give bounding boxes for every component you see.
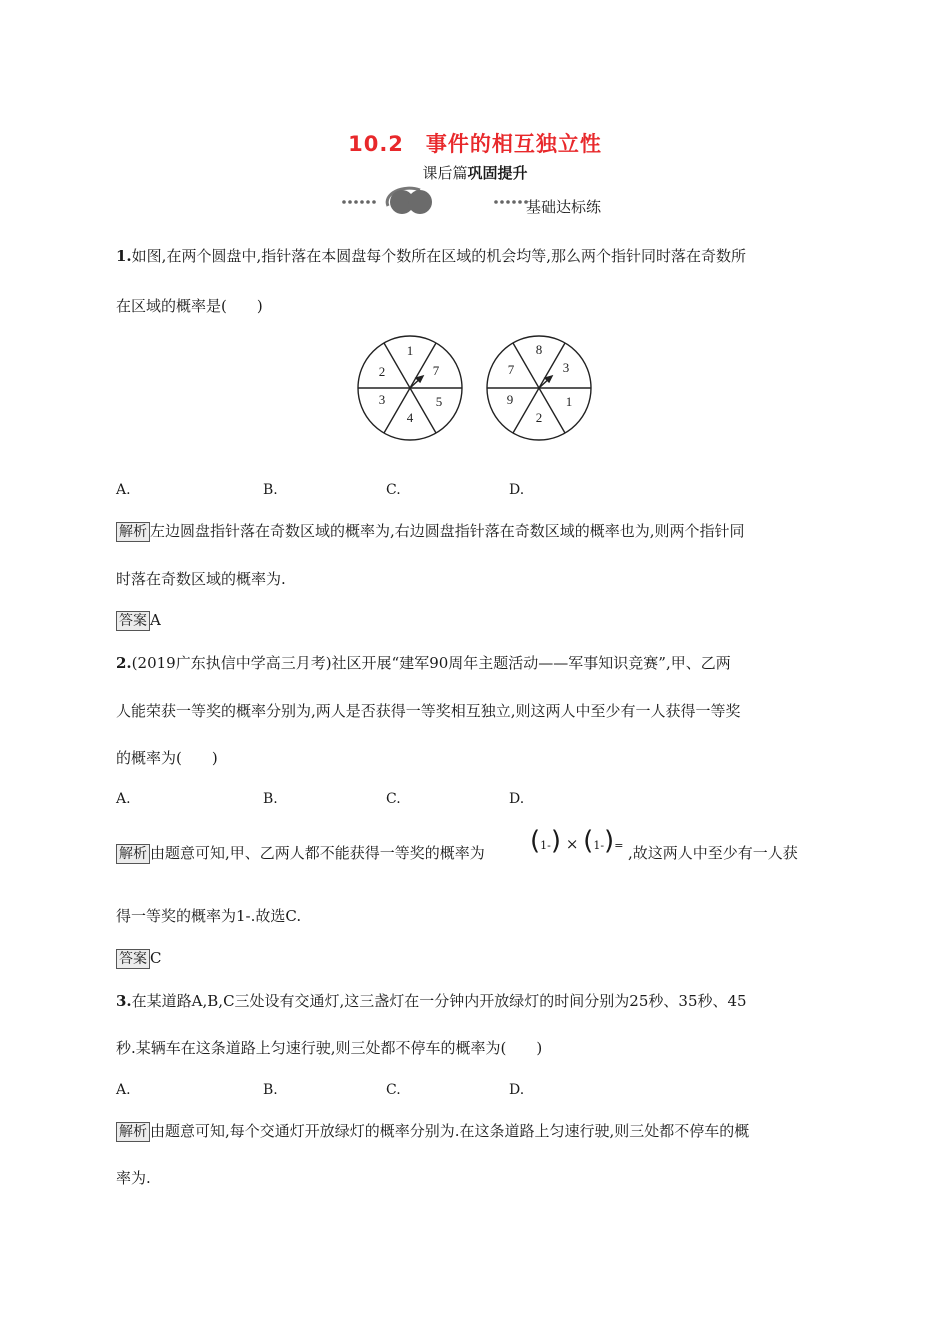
q1-spinner-figure <box>355 334 595 444</box>
q3-text-line1: 在某道路A,B,C三处设有交通灯,这三盏灯在一分钟内开放绿灯的时间分别为25秒、35秒、45 <box>131 992 747 1010</box>
q2-number: 2. <box>116 654 132 672</box>
q2-formula-paren-close-1: ) <box>550 826 562 856</box>
q2-answer-value: C <box>150 949 162 967</box>
q3-analysis-tag: 解析 <box>116 1122 150 1142</box>
q1-analysis-text1: 左边圆盘指针落在奇数区域的概率为,右边圆盘指针落在奇数区域的概率也为,则两个指针同 <box>150 522 745 540</box>
left-disk-label-4: 4 <box>406 410 414 425</box>
section-label: 基础达标练 <box>526 198 602 216</box>
q1-analysis-line1 <box>116 521 745 542</box>
q2-option-c: C. <box>386 791 401 807</box>
q3-line2: 秒.某辆车在这条道路上匀速行驶,则三处都不停车的概率为( ) <box>116 1039 543 1057</box>
left-disk-label-1: 1 <box>406 343 414 358</box>
q2-analysis-line1 <box>116 843 485 864</box>
q3-option-c: C. <box>386 1082 401 1098</box>
q2-formula-one-minus-2: 1- <box>593 839 605 852</box>
subtitle-normal: 课后篇 <box>422 164 468 182</box>
right-disk-label-3: 3 <box>562 360 570 375</box>
q1-number: 1. <box>116 247 132 265</box>
q1-line2: 在区域的概率是( ) <box>116 297 263 315</box>
q2-formula-paren-open-2: ( <box>583 826 594 856</box>
q1-line1 <box>116 246 746 266</box>
q2-analysis-tag: 解析 <box>116 844 150 864</box>
q3-option-d: D. <box>509 1082 525 1098</box>
q3-option-a: A. <box>116 1082 131 1098</box>
q3-analysis-line2: 率为. <box>116 1169 151 1187</box>
q2-line2: 人能荣获一等奖的概率分别为,两人是否获得一等奖相互独立,则这两人中至少有一人获得一等奖 <box>116 702 741 720</box>
q2-answer <box>116 948 161 969</box>
q2-option-b: B. <box>263 791 278 807</box>
left-disk-label-3: 3 <box>378 392 386 407</box>
left-disk-label-5: 5 <box>435 394 443 409</box>
q1-analysis-tag: 解析 <box>116 522 150 542</box>
q2-formula-eq: = <box>614 839 624 852</box>
q1-option-c: C. <box>386 482 401 498</box>
right-disk-label-9: 9 <box>506 392 514 407</box>
page-title: 10.2 事件的相互独立性 <box>348 132 602 156</box>
page-subtitle <box>0 162 950 183</box>
left-disk-label-2: 2 <box>378 364 386 379</box>
left-disk-label-7: 7 <box>432 363 440 378</box>
q1-option-b: B. <box>263 482 278 498</box>
right-disk-label-1: 1 <box>565 394 573 409</box>
q2-option-d: D. <box>509 791 525 807</box>
q2-text-line1: (2019广东执信中学高三月考)社区开展“建军90周年主题活动——军事知识竞赛”,甲、乙两 <box>131 654 731 672</box>
q3-number: 3. <box>116 992 132 1010</box>
q1-option-d: D. <box>509 482 525 498</box>
q2-formula-paren-open-1: ( <box>530 826 541 856</box>
right-disk-label-2: 2 <box>535 410 543 425</box>
q1-analysis-line2: 时落在奇数区域的概率为. <box>116 570 286 588</box>
q3-line1 <box>116 991 747 1011</box>
q2-line3: 的概率为( ) <box>116 749 218 767</box>
q1-option-a: A. <box>116 482 131 498</box>
q2-option-a: A. <box>116 791 131 807</box>
right-disk-label-7: 7 <box>507 362 515 377</box>
q2-formula-times: × <box>565 835 579 853</box>
q2-formula <box>530 826 624 856</box>
q2-analysis-text-a: 由题意可知,甲、乙两人都不能获得一等奖的概率为 <box>150 844 485 862</box>
subtitle-bold: 巩固提升 <box>467 164 528 182</box>
q3-analysis-line1 <box>116 1121 749 1142</box>
right-disk-label-8: 8 <box>535 342 543 357</box>
q2-analysis-text-b: ,故这两人中至少有一人获 <box>628 844 798 862</box>
q2-analysis-line2: 得一等奖的概率为1-.故选C. <box>116 907 302 925</box>
q1-answer-tag: 答案 <box>116 611 150 631</box>
q1-answer-value: A <box>150 611 161 629</box>
q2-formula-one-minus-1: 1- <box>540 839 551 852</box>
section-banner-graphic <box>340 184 540 216</box>
q2-formula-paren-close-2: ) <box>604 826 615 856</box>
q3-option-b: B. <box>263 1082 278 1098</box>
q2-line1 <box>116 653 731 673</box>
q2-answer-tag: 答案 <box>116 949 150 969</box>
q3-analysis-text1: 由题意可知,每个交通灯开放绿灯的概率分别为.在这条道路上匀速行驶,则三处都不停车的概 <box>150 1122 750 1140</box>
q1-answer <box>116 610 161 631</box>
q1-text-line1: 如图,在两个圆盘中,指针落在本圆盘每个数所在区域的机会均等,那么两个指针同时落在奇数所 <box>131 247 746 265</box>
